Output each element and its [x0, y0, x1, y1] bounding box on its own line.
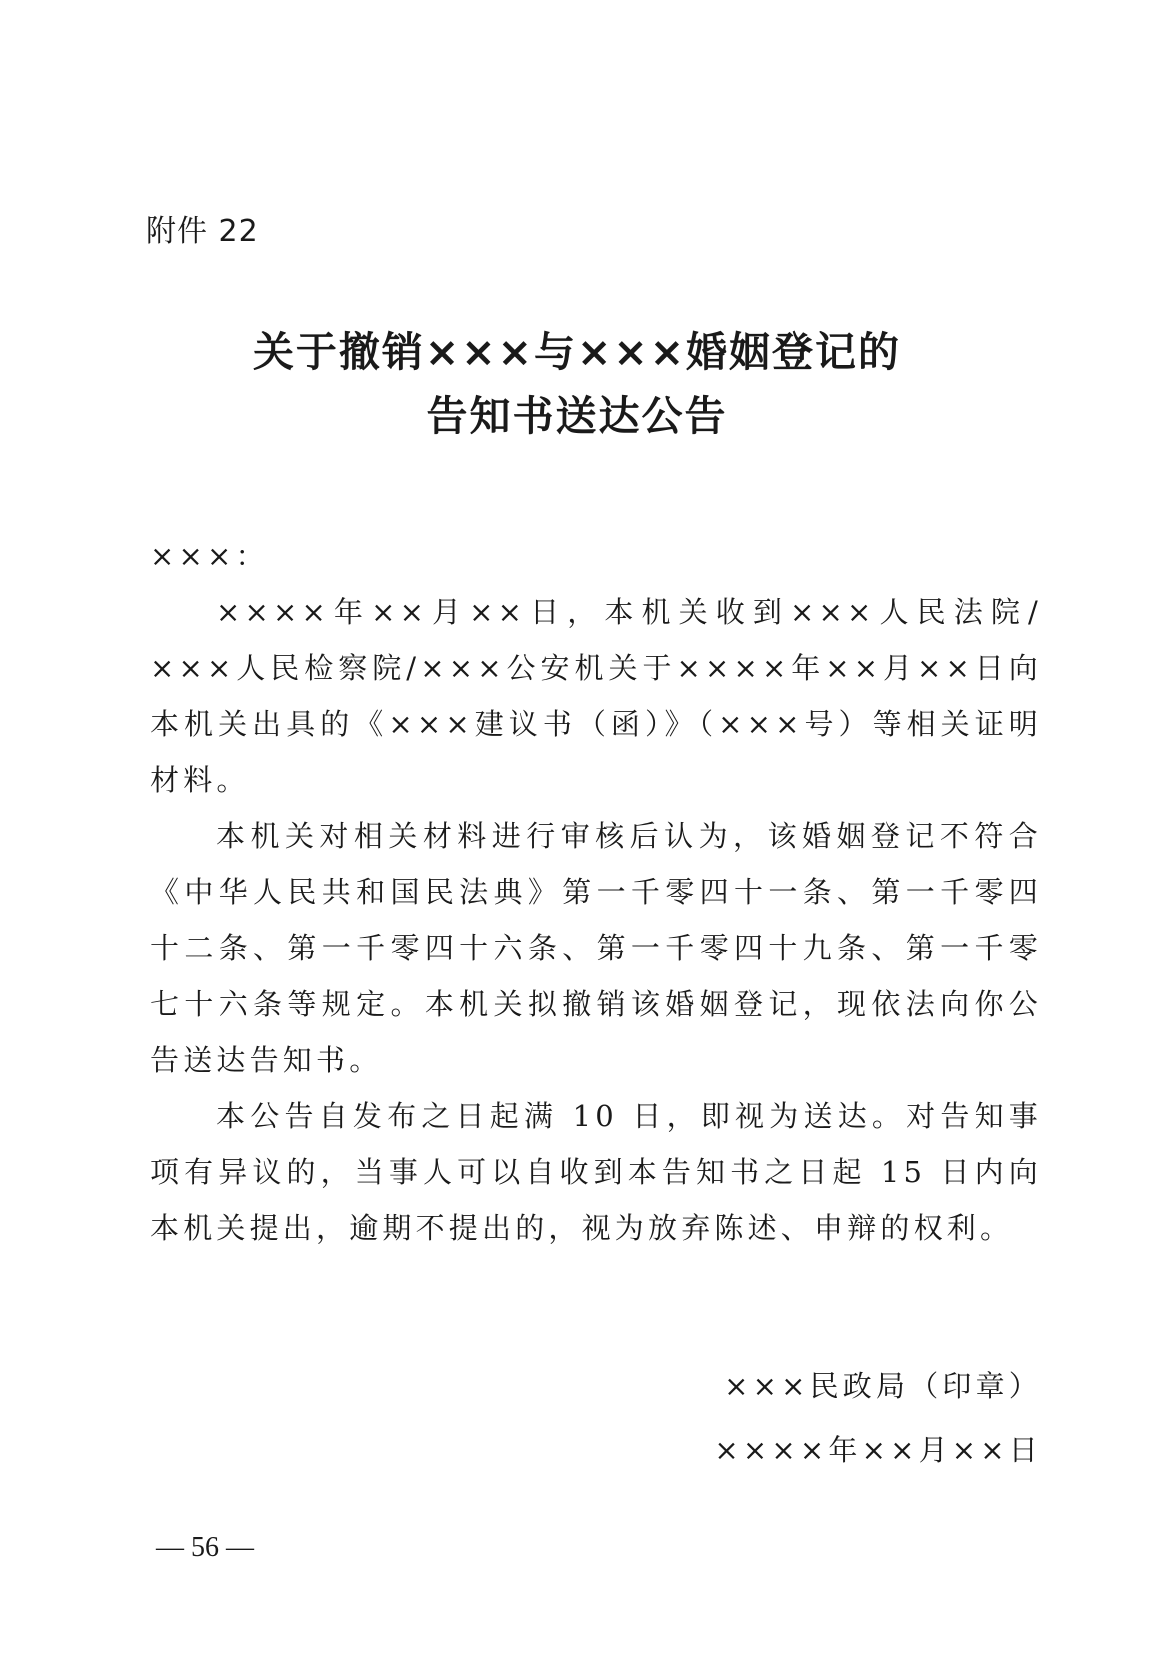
document-title [0, 320, 1154, 448]
title-line-1: 关于撤销×××与×××婚姻登记的 [252, 328, 902, 376]
document-body [150, 528, 1042, 1256]
signature-block [714, 1354, 1042, 1482]
issuer-name: ×××民政局（印章） [724, 1369, 1042, 1403]
paragraph-review-result: 本机关对相关材料进行审核后认为，该婚姻登记不符合《中华人民共和国民法典》第一千零四十一条、第一千零四十二条、第一千零四十六条、第一千零四十九条、第一千零七十六条等规定。本机关拟撤销该婚姻登记，现依法向你公告送达告知书。 [150, 819, 1042, 1077]
attachment-label: 附件 22 [146, 214, 259, 249]
paragraph-notice-received: ××××年××月××日，本机关收到×××人民法院/×××人民检察院/×××公安机关于××××年××月××日向本机关出具的《×××建议书（函）》（×××号）等相关证明材料。 [150, 595, 1042, 797]
salutation: ×××： [150, 539, 269, 573]
page-number: — 56 — [156, 1532, 254, 1563]
title-line-2: 告知书送达公告 [426, 392, 728, 440]
issue-date: ××××年××月××日 [714, 1433, 1042, 1467]
paragraph-service-terms: 本公告自发布之日起满 10 日，即视为送达。对告知事项有异议的，当事人可以自收到本告知书之日起 15 日内向本机关提出，逾期不提出的，视为放弃陈述、申辩的权利。 [150, 1099, 1042, 1245]
